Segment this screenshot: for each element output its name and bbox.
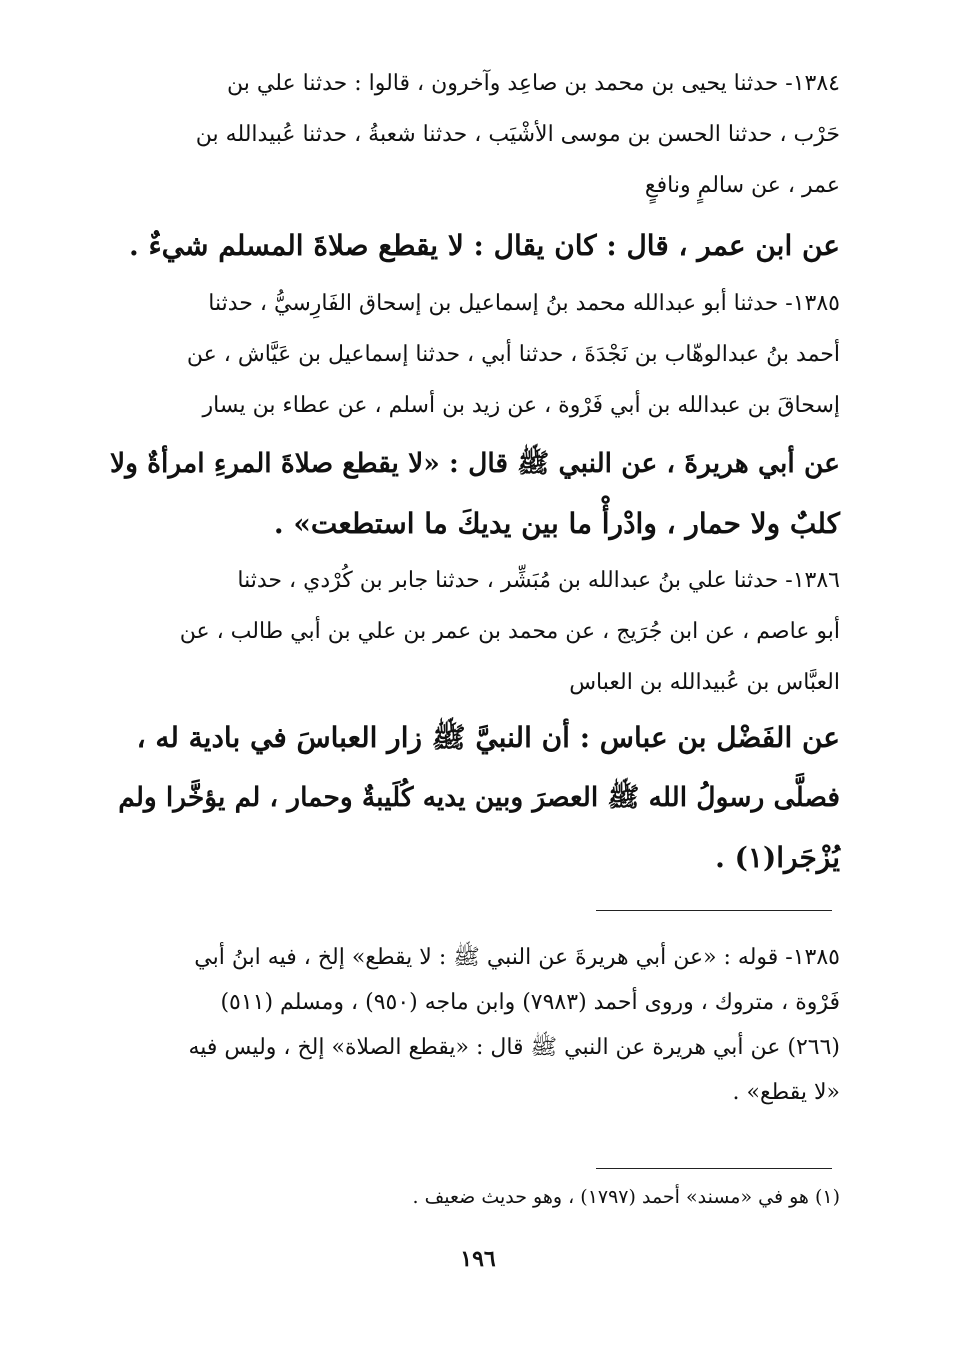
text-line: العبَّاس بن عُبيدالله بن العباس (569, 670, 840, 695)
text-line: إسحاقَ بن عبدالله بن أبي فَرْوة ، عن زيد بن أسلم ، عن عطاء بن يسار (202, 393, 840, 418)
text-line: ١٣٨٥- حدثنا أبو عبدالله محمد بنُ إسماعيل بن إسحاق الفَارِسيُّ ، حدثنا (208, 291, 840, 316)
page-number: ١٩٦ (460, 1246, 496, 1272)
hadith-1385-isnad (110, 278, 840, 431)
hadith-1386-isnad (110, 555, 840, 708)
text-line: كلبٌ ولا حمار ، وادْرأْ ما بين يديكَ ما استطعت» . (273, 507, 840, 540)
footnote-separator (596, 1168, 832, 1169)
text-line: فصلَّى رسولُ الله ﷺ العصرَ وبين يديه كُلَيبةٌ وحمار ، لم يؤخَّرا ولم (118, 782, 840, 813)
text-line: عمر ، عن سالمٍ ونافعٍ (644, 173, 840, 198)
text-line: فَرْوة ، متروك ، وروى أحمد (٧٩٨٣) وابن ماجه (٩٥٠) ، ومسلم (٥١١) (220, 990, 840, 1015)
text-line: (٢٦٦) عن أبي هريرة عن النبي ﷺ قال : «يقطع الصلاة» إلخ ، وليس فيه (188, 1035, 840, 1060)
text-line: أحمد بنُ عبدالوهّاب بن نَجْدَةَ ، حدثنا أبي ، حدثنا إسماعيل بن عَيَّاش ، عن (186, 342, 840, 367)
text-line: عن الفَضْل بن عباس : أن النبيَّ ﷺ زار العباسَ في بادية له ، (136, 721, 840, 754)
hadith-1386-matn (110, 708, 840, 888)
footnote-text: (١) هو في «مسند» أحمد (١٧٩٧) ، وهو حديث ضعيف . (412, 1186, 840, 1208)
text-line: أبو عاصم ، عن ابن جُرَيج ، عن محمد بن عمر بن علي بن أبي طالب ، عن (179, 619, 840, 644)
commentary-note (110, 935, 840, 1115)
text-line: يُزْجَرا(١) . (715, 841, 840, 874)
text-line: عن ابن عمر ، قال : كان يقال : لا يقطع صلاةَ المسلم شيءٌ . (129, 229, 840, 262)
text-line: حَرْب ، حدثنا الحسن بن موسى الأشْيَب ، حدثنا شعبةُ ، حدثنا عُبيدالله بن (195, 122, 840, 147)
text-line: ١٣٨٦- حدثنا علي بنُ عبدالله بن مُبَشِّر ، حدثنا جابر بن كُرْدي ، حدثنا (237, 568, 840, 593)
hadith-1385-matn (110, 434, 840, 554)
text-line: «لا يقطع» . (732, 1080, 840, 1105)
text-line: عن أبي هريرةَ ، عن النبي ﷺ قال : «لا يقطع صلاةَ المرءِ امرأةٌ ولا (110, 448, 840, 479)
commentary-separator (596, 910, 832, 911)
text-line: ١٣٨٥- قوله : «عن أبي هريرةَ عن النبي ﷺ : لا يقطع» إلخ ، فيه ابنُ أبي (194, 945, 840, 970)
hadith-1384-isnad (110, 58, 840, 211)
hadith-1384-matn (110, 216, 840, 276)
footnote (110, 1182, 840, 1212)
text-line: ١٣٨٤- حدثنا يحيى بن محمد بن صاعِد وآخرون ، قالوا : حدثنا علي بن (227, 71, 840, 96)
